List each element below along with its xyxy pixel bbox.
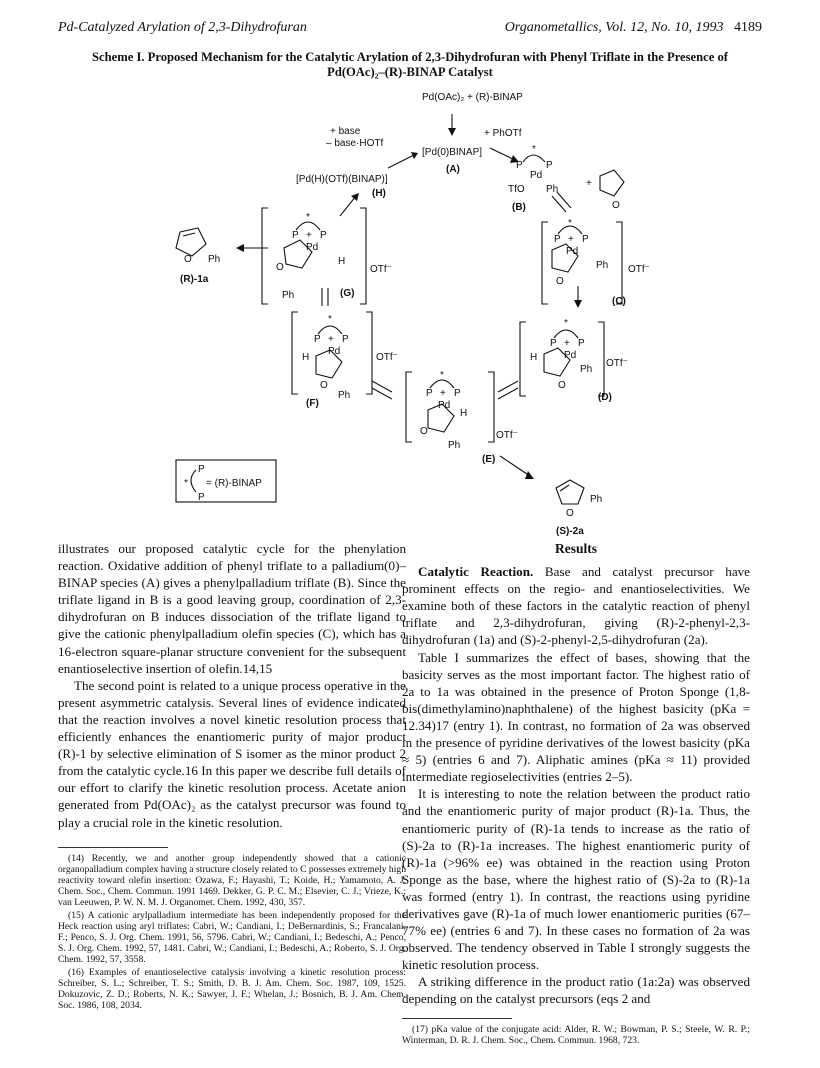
p-c1: P xyxy=(554,234,561,245)
p-d1: P xyxy=(550,338,557,349)
key-label: = (R)-BINAP xyxy=(206,478,262,489)
label-d: (D) xyxy=(598,392,612,403)
p-e2: P xyxy=(454,388,461,399)
star-g: * xyxy=(306,212,310,223)
star-b: * xyxy=(532,144,536,155)
p-b2: P xyxy=(546,160,553,171)
label-g: (G) xyxy=(340,288,355,299)
o-s2a: O xyxy=(566,508,574,519)
o-d: O xyxy=(558,380,566,391)
right-paragraph-4: A striking difference in the product ratio (1a:2a) was observed depending on the catalyst precursors (eqs 2 and xyxy=(402,974,750,1007)
p-f1: P xyxy=(314,334,321,345)
pd-g: Pd xyxy=(306,242,319,253)
p-e1: P xyxy=(426,388,433,399)
o-r1a: O xyxy=(184,254,192,265)
ph-b: Ph xyxy=(546,184,559,195)
running-header-left: Pd-Catalyzed Arylation of 2,3-Dihydrofuran xyxy=(58,20,307,35)
key-star: * xyxy=(184,478,188,489)
species-a: [Pd(0)BINAP] xyxy=(422,147,483,158)
footnote-rule-right xyxy=(402,1018,512,1019)
plus-d: + xyxy=(564,338,570,349)
label-e: (E) xyxy=(482,454,496,465)
ph-f: Ph xyxy=(338,390,351,401)
star-e: * xyxy=(440,370,444,381)
star-f: * xyxy=(328,314,332,325)
journal-citation: Organometallics, Vol. 12, No. 10, 1993 xyxy=(504,20,724,35)
o-c: O xyxy=(556,276,564,287)
label-f: (F) xyxy=(306,398,319,409)
right-paragraph-1-text: Base and catalyst precursor have prominent effects on the regio- and enantioselectivities. We examine both of these factors in the catalytic reaction of phenyl triflate and 2,3-dihydrofuran, giving (R)-2-phenyl-2,3-dihydrofuran (1a) and (S)-2-phenyl-2,5-dihydrofuran (2a). xyxy=(402,564,750,648)
right-paragraph-2: Table I summarizes the effect of bases, showing that the basicity serves as the most important factor. The highest ratio of 2a to 1a was obtained in the presence of Proton Sponge (1,8-bis(dimethylamino)naphthalene) of the highest basicity (pKa = 12.34)17 (entry 1). In contrast, no formation of 2a was observed in the presence of pyridine derivatives of the lowest basicity (pKa ≈ 5) (entries 6 and 7). Aliphatic amines (pKa ≈ 11) provided intermediate regioselectivities (entries 2–5). xyxy=(402,649,750,785)
pd-c: Pd xyxy=(566,246,579,257)
tfo-b: TfO xyxy=(508,184,525,195)
scheme-title: Scheme I. Proposed Mechanism for the Catalytic Arylation of 2,3-Dihydrofuran with Phenyl Triflate in the Presence of Pd(OAc)₂–(R)-BINAP Catalyst xyxy=(92,50,728,79)
catalytic-reaction-runin: Catalytic Reaction. xyxy=(418,564,534,580)
p-c2: P xyxy=(582,234,589,245)
h-e: H xyxy=(460,408,468,419)
right-paragraph-1 xyxy=(402,563,750,648)
star-c: * xyxy=(568,218,572,229)
footnotes-right xyxy=(402,1024,750,1046)
photf-label: + PhOTf xyxy=(484,128,522,139)
left-column xyxy=(58,540,406,1012)
plus-f: + xyxy=(328,334,334,345)
top-label: Pd(OAc)₂ + (R)-BINAP xyxy=(422,92,523,103)
right-paragraph-3: It is interesting to note the relation between the product ratio and the enantiomeric purity of major product (R)-1a. Thus, the enantiomeric purity of (R)-1a tends to increase as the ratio of (S)-2a to (R)-1a increases. The highest enantiomeric purity of (R)-1a (>96% ee) was obtained in the reaction using Proton Sponge as the base, where the highest ratio of (S)-2a to (R)-1a was formed (entry 1). In contrast, the reactions using pyridine derivatives gave (R)-1a of much lower enantiomeric purities (67–77% ee) (entries 6 and 7). In these cases no formation of 2a was observed. The tendency observed in Table I strongly suggests the kinetic resolution process. xyxy=(402,786,750,973)
h-g: H xyxy=(338,256,346,267)
base-hotf-label: – base·HOTf xyxy=(326,138,384,149)
label-h: (H) xyxy=(372,188,386,199)
key-p1: P xyxy=(198,464,205,475)
ph-g: Ph xyxy=(282,290,295,301)
pd-f: Pd xyxy=(328,346,341,357)
p-b1: P xyxy=(516,160,523,171)
pd-e: Pd xyxy=(438,400,451,411)
plus-g: + xyxy=(306,230,312,241)
left-paragraph-2: The second point is related to a unique process operative in the present asymmetric catalysis. Several lines of evidence indicated that the reaction involves a novel kinetic resolution process that efficiently enhances the enantiomeric purity of major product (R)-1 by selective elimination of S isomer as the minor product 2 from the catalytic cycle.16 In this paper we describe full details of our effort to clarify the kinetic resolution process. Acetate anion generated from Pd(OAc)₂ as the catalyst precursor was found to play a crucial role in the kinetic resolution. xyxy=(58,677,406,830)
star-d: * xyxy=(564,318,568,329)
base-label: + base xyxy=(330,126,361,137)
key-p2: P xyxy=(198,492,205,503)
ph-r1a: Ph xyxy=(208,254,221,265)
footnote-15: (15) A cationic arylpalladium intermediate has been independently proposed for the Heck reaction using aryl triflates: Cabri, W.; Candiani, I.; DeBernardinis, S.; Francalani, F.; Penco, S. J. Org. Chem. 1991, 56, 5796. Cabri, W.; Candiani, I.; Bedeschi, A.; Penco, S. J. Org. Chem. 1992, 57, 1481. Cabri, W.; Candiani, I.; Bedeschi, A.; Roberto, S. J. Org. Chem. 1992, 57, 3558. xyxy=(58,909,406,966)
o-g: O xyxy=(276,262,284,273)
label-c: (C) xyxy=(612,296,626,307)
footnote-14: (14) Recently, we and another group independently showed that a cationic organopalladium complex having a structure closely related to C possesses extremely high reactivity toward olefin insertion: Ozawa, F.; Hayashi, T.; Koide, H.; Yamamoto, A. J. Chem. Soc., Chem. Commun. 1991 1469. Dekker, G. P. C. M.; Elsevier, C. J.; Vrieze, K.; van Leeuwen, P. W. N. M. J. Organomet. Chem. 1992, 430, 357. xyxy=(58,852,406,909)
results-heading: Results xyxy=(554,541,597,556)
pd-b: Pd xyxy=(530,170,543,181)
p-f2: P xyxy=(342,334,349,345)
h-f: H xyxy=(302,352,310,363)
page-number: 4189 xyxy=(734,20,762,35)
label-a: (A) xyxy=(446,164,460,175)
ph-e: Ph xyxy=(448,440,461,451)
ph-s2a: Ph xyxy=(590,494,603,505)
ph-d: Ph xyxy=(580,364,593,375)
pd-d: Pd xyxy=(564,350,577,361)
o-e: O xyxy=(420,426,428,437)
footnotes-left xyxy=(58,853,406,1012)
label-r1a: (R)-1a xyxy=(180,274,209,285)
p-g2: P xyxy=(320,230,327,241)
footnote-16: (16) Examples of enantioselective catalysis involving a kinetic resolution process: Schreiber, S. L.; Schreiber, T. S.; Smith, D. B. J. Am. Chem. Soc. 1987, 109, 1525. Dokuzovic, Z. D.; Roberts, N. K.; Sawyer, J. F.; Whelan, J.; Bosnich, B. J. Am. Chem. Soc. 1986, 108, 2034. xyxy=(58,966,406,1012)
label-b: (B) xyxy=(512,202,526,213)
species-h: [Pd(H)(OTf)(BINAP)] xyxy=(296,174,388,185)
left-paragraph-1: illustrates our proposed catalytic cycle for the phenylation reaction. Oxidative addition of phenyl triflate to a palladium(0)–BINAP species (A) gives a phenylpalladium triflate (B). Since the triflate ligand in B is a good leaving group, coordination of 2,3-dihydrofuran on B induces dissociation of the triflate ligand to give the cationic phenylpalladium olefin species (C), which has a 16-electron square-planar structure convenient for the subsequent enantioselective insertion of olefin.14,15 xyxy=(58,541,406,676)
right-column xyxy=(402,540,750,1047)
footnote-rule xyxy=(58,847,168,848)
plus-dhf: + xyxy=(586,178,592,189)
otf-c: OTf⁻ xyxy=(628,264,650,275)
otf-e: OTf⁻ xyxy=(496,430,518,441)
p-g1: P xyxy=(292,230,299,241)
plus-e: + xyxy=(440,388,446,399)
h-d: H xyxy=(530,352,538,363)
footnote-17: (17) pKa value of the conjugate acid: Alder, R. W.; Bowman, P. S.; Steele, W. R. P.; Winterman, D. R. J. Chem. Soc., Chem. Commun. 1968, 723. xyxy=(402,1023,750,1046)
ph-c: Ph xyxy=(596,260,609,271)
o-dhf: O xyxy=(612,200,620,211)
otf-d: OTf⁻ xyxy=(606,358,628,369)
o-f: O xyxy=(320,380,328,391)
label-s2a: (S)-2a xyxy=(556,526,584,537)
otf-g: OTf⁻ xyxy=(370,264,392,275)
otf-f: OTf⁻ xyxy=(376,352,398,363)
p-d2: P xyxy=(578,338,585,349)
plus-c: + xyxy=(568,234,574,245)
